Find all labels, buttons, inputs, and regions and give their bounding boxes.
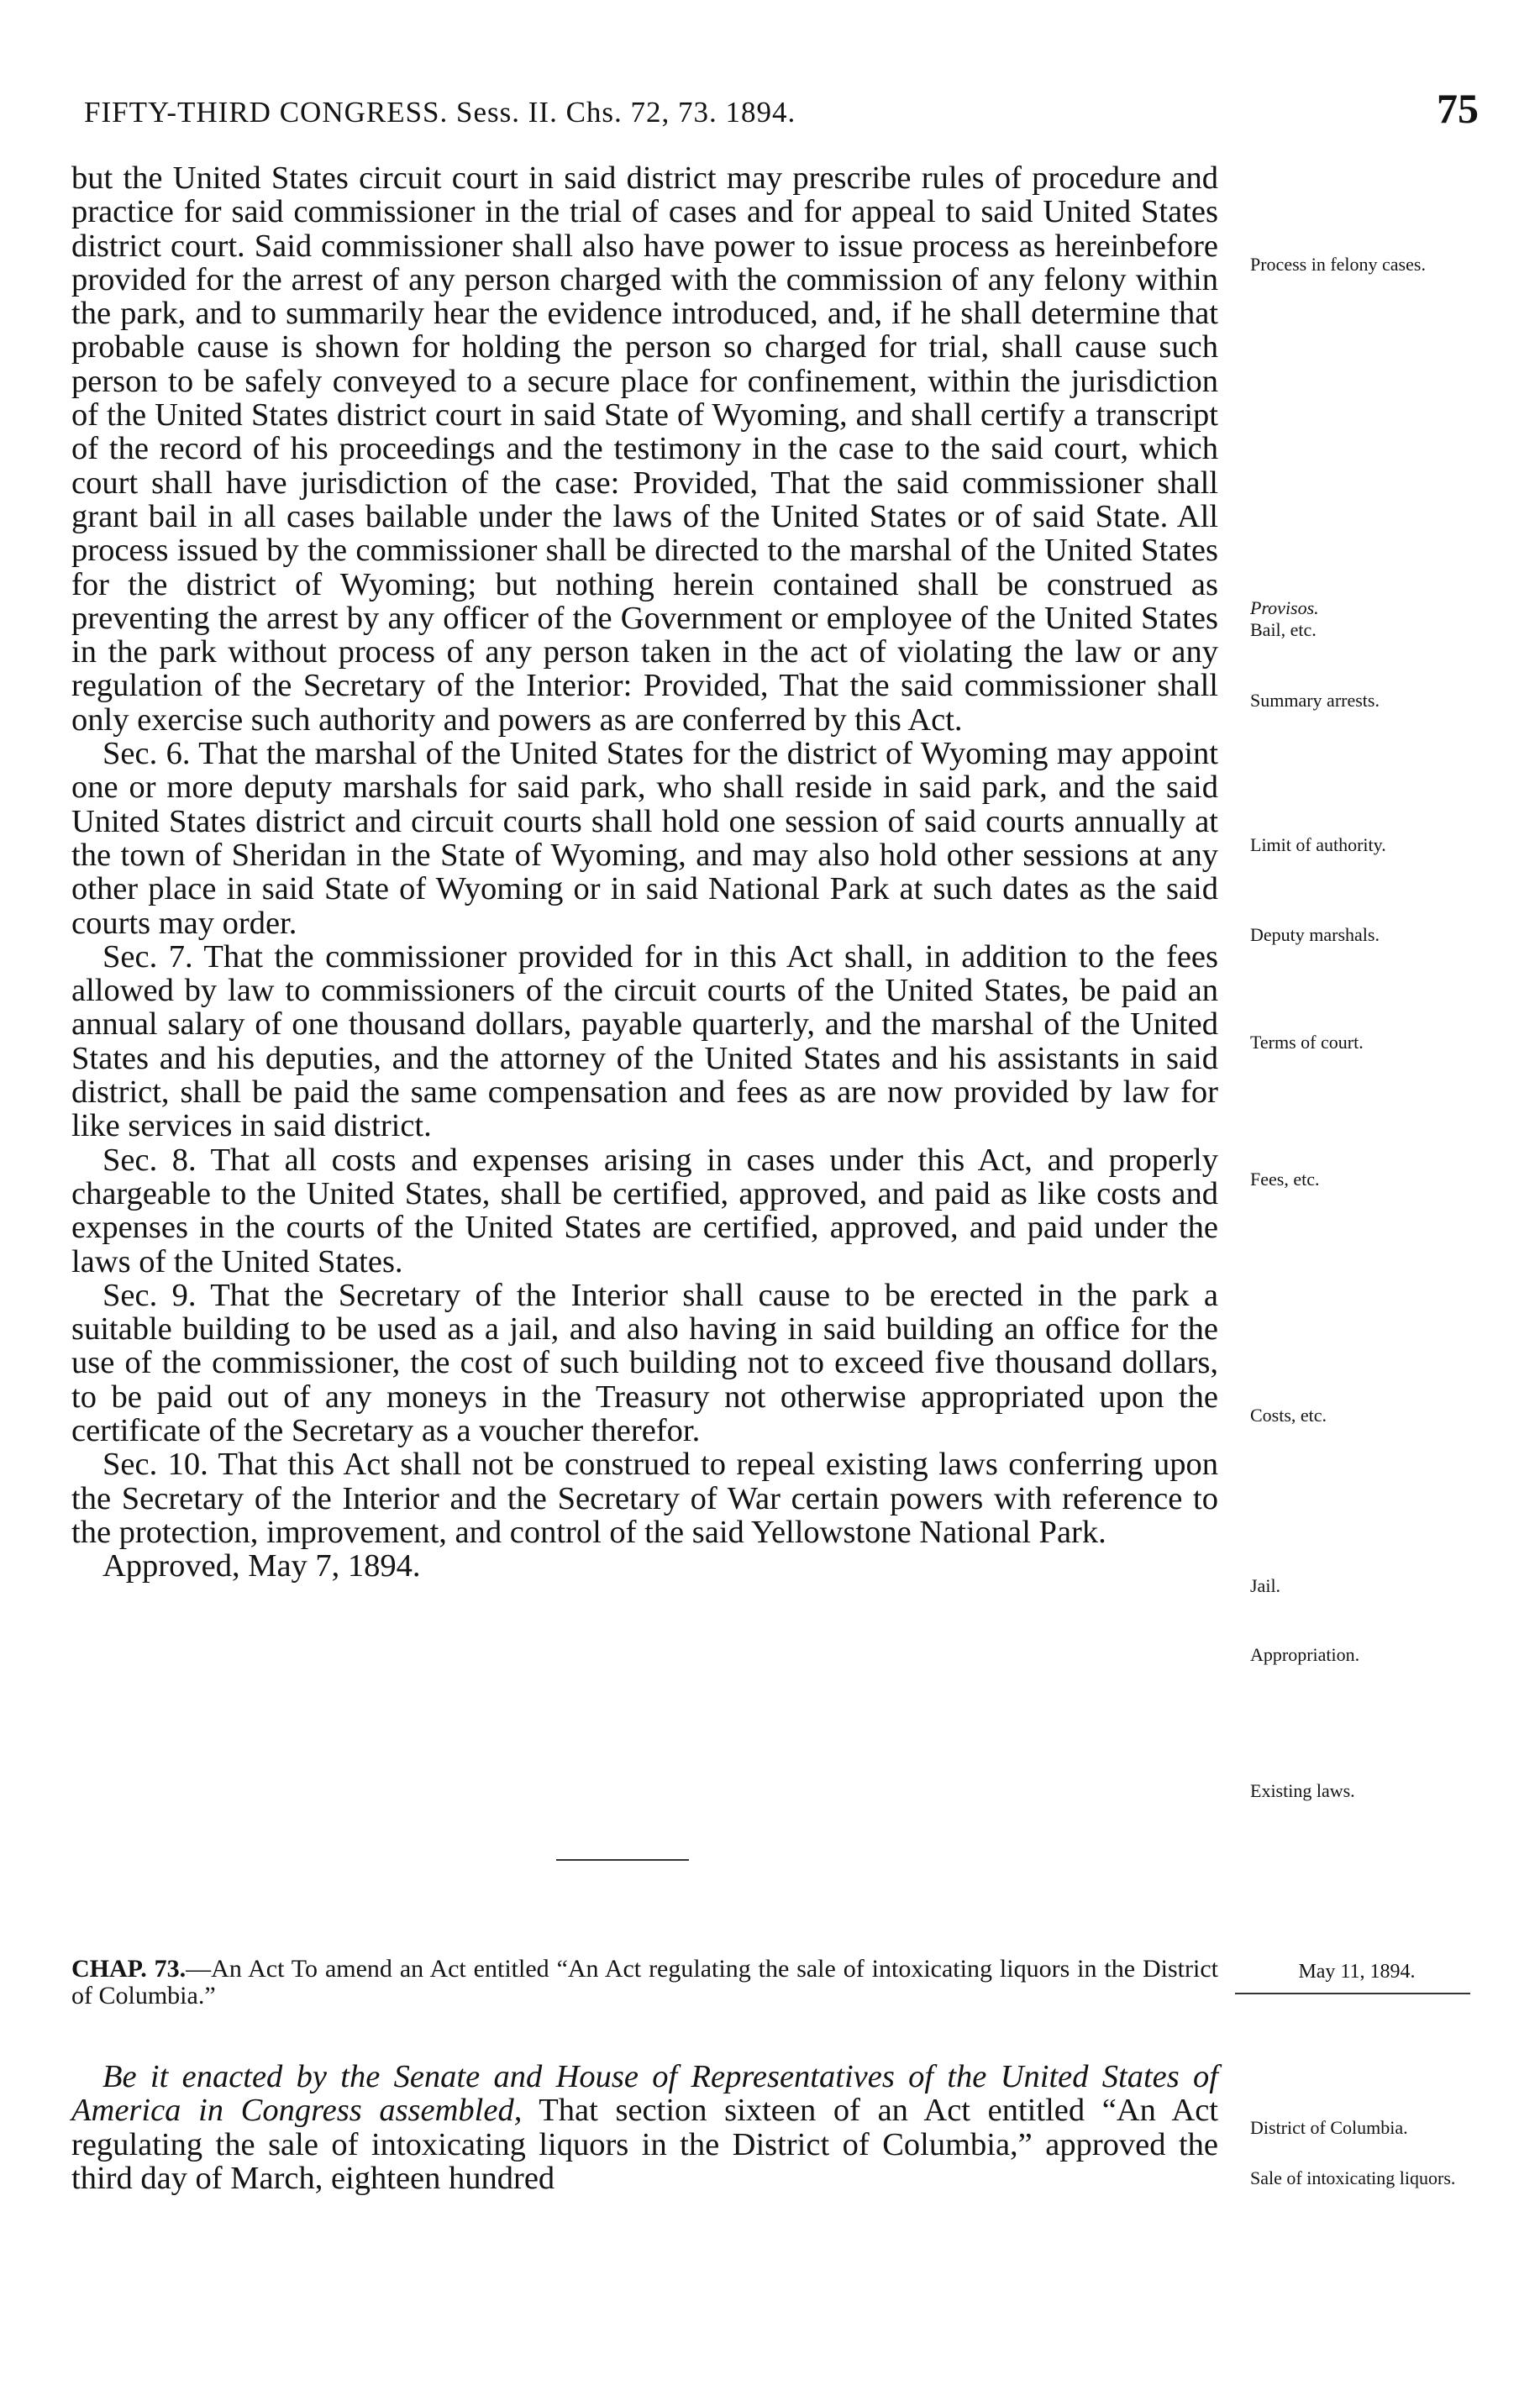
margin-note-provisos: Provisos.: [1250, 597, 1319, 618]
chapter-date: May 11, 1894.: [1298, 1961, 1416, 1983]
section-divider: [556, 1859, 689, 1861]
margin-note: Costs, etc.: [1250, 1405, 1327, 1426]
paragraph-continuation: but the United States circuit court in said district may prescribe rules of procedure and practice for said commissioner in the trial of cases and for appeal to said United States district court. Said commissioner shall also have power to issue process as hereinbefore provided for the arrest of any person charged with the commission of any felony within the park, and to summarily hear the evidence introduced, and, if he shall determine that probable cause is shown for holding the person so charged for trial, shall cause such person to be safely conveyed to a secure place for confinement, within the jurisdiction of the United States district court in said State of Wyoming, and shall certify a transcript of the record of his proceedings and the testimony in the case to the said court, which court shall have jurisdiction of the case: Provided, That the said commissioner shall grant bail in all cases bailable under the laws of the United States or of said State. All process issued by the commissioner shall be directed to the marshal of the United States for the district of Wyoming; but nothing herein contained shall be construed as preventing the arrest by any officer of the Government or employee of the United States in the park without process of any person taken in the act of violating the law or any regulation of the Secretary of the Interior: Provided, That the said commissioner shall only exercise such authority and powers as are conferred by this Act.: [71, 160, 1218, 738]
page-number: 75: [1437, 85, 1479, 132]
chapter-label: CHAP. 73.: [71, 1955, 187, 1983]
statute-body: [71, 161, 1218, 1583]
enacting-clause: [71, 2060, 1218, 2195]
margin-note: [1250, 598, 1502, 618]
margin-note: Bail, etc.: [1250, 619, 1317, 640]
paragraph-sec-6: Sec. 6. That the marshal of the United States for the district of Wyoming may appoint one or more deputy marshals for said park, who shall reside in said park, and the said United States district and circuit courts shall hold one session of said courts annually at the town of Sheridan in the State of Wyoming, and may also hold other sessions at any other place in said State of Wyoming or in said National Park at such dates as the said courts may order.: [71, 736, 1218, 941]
margin-note: Process in felony cases.: [1250, 254, 1426, 275]
chapter-heading: [71, 1956, 1218, 2009]
enacting-formula: Be it enacted by the Senate and House of Representatives of the United States of America in Congress assembled,: [71, 2059, 1218, 2129]
margin-note: District of Columbia.: [1250, 2117, 1408, 2138]
margin-note: Appropriation.: [1250, 1644, 1360, 1665]
margin-note: Sale of intoxicating liquors.: [1250, 2167, 1456, 2188]
margin-note: Deputy marshals.: [1250, 924, 1380, 945]
paragraph-sec-9: Sec. 9. That the Secretary of the Interior shall cause to be erected in the park a suitable building to be used as a jail, and also having in said building an office for the use of the commissioner, the cost of such building not to exceed five thousand dollars, to be paid out of any moneys in the Treasury not otherwise appropriated upon the certificate of the Secretary as a voucher therefor.: [71, 1277, 1218, 1448]
running-title: FIFTY-THIRD CONGRESS. Sess. II. Chs. 72, 73. 1894.: [84, 96, 796, 129]
chapter-title: —An Act To amend an Act entitled “An Act regulating the sale of intoxicating liquors in the District of Columbia.”: [71, 1955, 1218, 2009]
margin-note: Existing laws.: [1250, 1780, 1355, 1801]
margin-note: Jail.: [1250, 1575, 1281, 1596]
enacting-text: That section sixteen of an Act entitled “An Act regulating the sale of intoxicating liquors in the District of Columbia,” approved the third day of March, eighteen hundred: [71, 2093, 1218, 2196]
paragraph-sec-7: Sec. 7. That the commissioner provided for in this Act shall, in addition to the fees allowed by law to commissioners of the circuit courts of the United States, be paid an annual salary of one thousand dollars, payable quarterly, and the marshal of the United States and his deputies, and the attorney of the United States and his assistants in said district, shall be paid the same compensation and fees as are now provided by law for like services in said district.: [71, 938, 1218, 1144]
margin-note: Terms of court.: [1250, 1032, 1364, 1053]
approved-line: Approved, May 7, 1894.: [102, 1548, 421, 1584]
paragraph-sec-10: Sec. 10. That this Act shall not be construed to repeal existing laws conferring upon the Secretary of the Interior and the Secretary of War certain powers with reference to the protection, improvement, and control of the said Yellowstone National Park.: [71, 1447, 1218, 1550]
paragraph-sec-8: Sec. 8. That all costs and expenses arising in cases under this Act, and properly chargeable to the United States, shall be certified, approved, and paid as like costs and expenses in the courts of the United States are certified, approved, and paid under the laws of the United States.: [71, 1142, 1218, 1279]
chapter-date-rule: [1235, 1993, 1470, 1994]
margin-note: Fees, etc.: [1250, 1169, 1320, 1190]
margin-note: Limit of authority.: [1250, 834, 1386, 855]
page-header: [84, 84, 1479, 143]
margin-note: Summary arrests.: [1250, 690, 1380, 711]
